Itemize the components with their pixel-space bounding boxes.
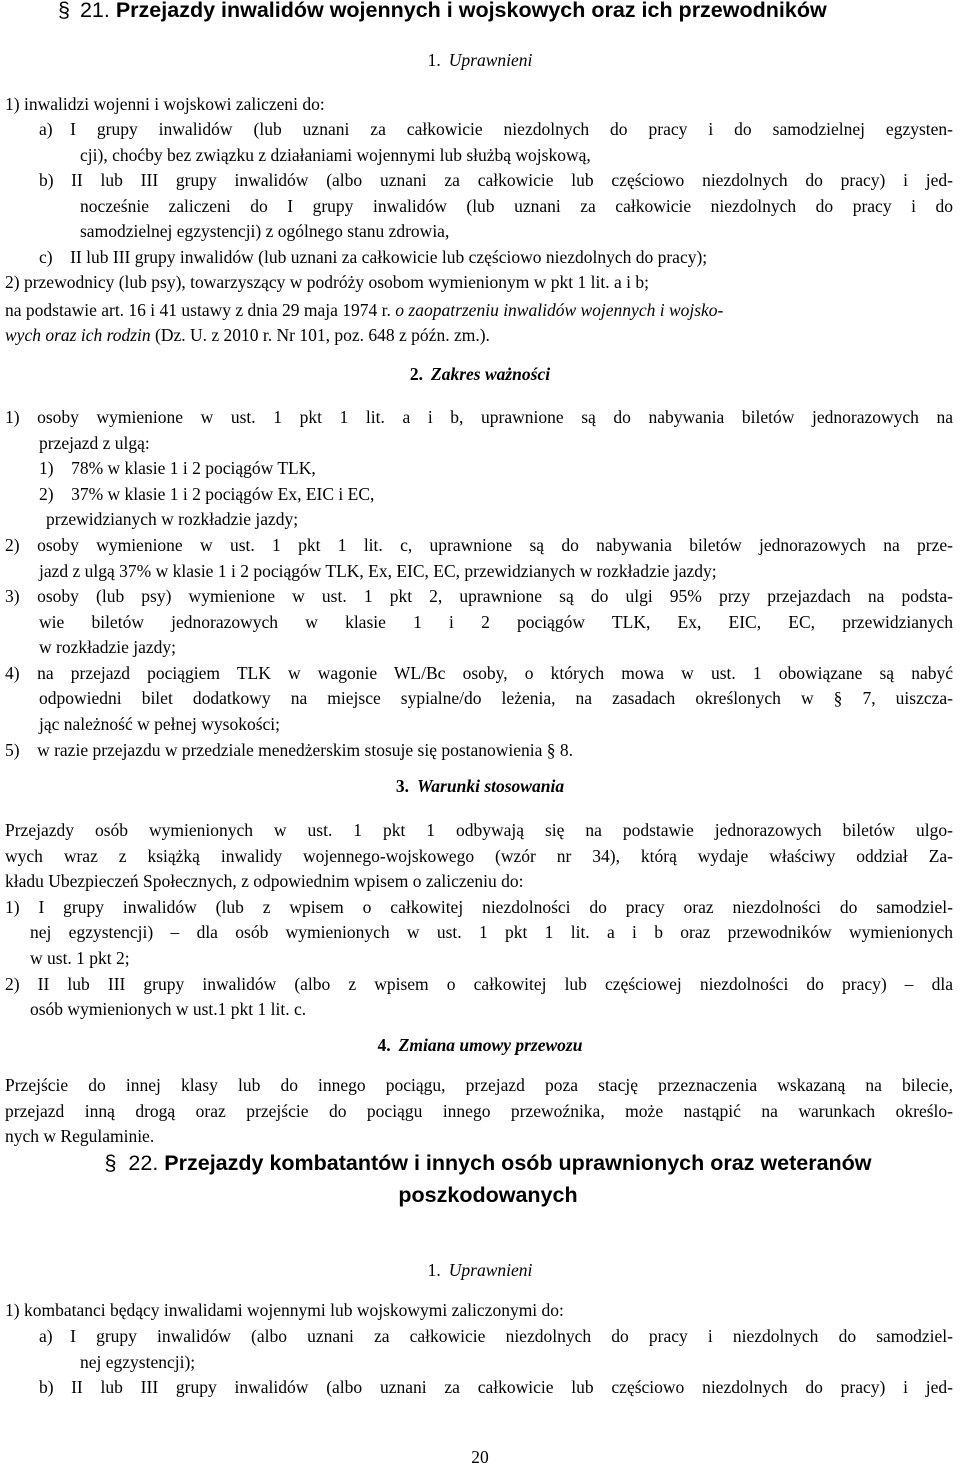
section-title: Przejazdy inwalidów wojennych i wojskowych oraz ich przewodników: [115, 0, 827, 22]
text-line: 2) przewodnicy (lub psy), towarzyszący w podróży osobom wymienionym w pkt 1 lit. a i b;: [5, 272, 649, 292]
subsection-title: Uprawnieni: [448, 1260, 533, 1280]
section-21-heading: [58, 0, 827, 23]
text-line: 1) kombatanci będący inwalidami wojennymi lub wojskowymi zaliczonymi do:: [5, 1300, 564, 1320]
text-line: 1) osoby wymienione w ust. 1 pkt 1 lit. a i b, uprawnione są do nabywania biletów jednorazowych na: [5, 407, 953, 427]
act-title: wych oraz ich rodzin: [5, 325, 151, 345]
text-line: cji), choćby bez związku z działaniami wojennymi lub służbą wojskową,: [80, 145, 591, 165]
paragraph-sign: §: [104, 1151, 117, 1175]
text-line: w rozkładzie jazdy;: [39, 637, 177, 657]
subsection-number: 3.: [395, 776, 410, 796]
text-line: 1) I grupy inwalidów (lub z wpisem o całkowitej niezdolności do pracy oraz niezdolności do samodziel-: [5, 897, 953, 917]
subsection-3-heading: [0, 776, 960, 797]
act-title: o zaopatrzeniu inwalidów wojennych i wojsko-: [395, 300, 724, 320]
subsection-title: Zakres ważności: [431, 364, 551, 384]
text-line: Przejazdy osób wymienionych w ust. 1 pkt 1 odbywają się na podstawie jednorazowych biletów ulgo-: [5, 820, 953, 840]
subsection-1-heading: [0, 50, 960, 71]
subsection-number: 4.: [377, 1035, 391, 1055]
section-number: 21.: [79, 0, 110, 22]
text-line: kładu Ubezpieczeń Społecznych, z odpowiednim wpisem o zaliczeniu do:: [5, 871, 524, 891]
legal-basis-text: na podstawie art. 16 i 41 ustawy z dnia 29 maja 1974 r.: [5, 300, 391, 320]
section-22-subsection-1-heading: [0, 1260, 960, 1281]
text-line: b) II lub III grupy inwalidów (albo uznani za całkowicie lub częściowo niezdolnych do pracy) i jed-: [39, 170, 953, 190]
text-line: wych wraz z książką inwalidy wojennego-wojskowego (wzór nr 34), którą wydaje właściwy oddział Za-: [5, 846, 953, 866]
text-line: nocześnie zaliczeni do I grupy inwalidów (lub uznani za całkowicie niezdolnych do pracy i do: [80, 196, 953, 216]
legal-basis-line: [5, 323, 490, 347]
legal-basis-line: [5, 298, 723, 322]
text-line: odpowiedni bilet dodatkowy na miejsce sypialne/do leżenia, na zasadach określonych w § 7, uiszcza-: [39, 688, 953, 708]
section-22-heading: [58, 1147, 918, 1211]
subsection-title: Zmiana umowy przewozu: [398, 1035, 583, 1055]
text-line: w ust. 1 pkt 2;: [30, 948, 130, 968]
subsection-number: 2.: [409, 364, 423, 384]
text-line: a) I grupy inwalidów (albo uznani za całkowicie niezdolnych do pracy i niezdolnych do samodziel-: [39, 1326, 953, 1346]
subsection-number: 1.: [427, 1260, 441, 1280]
text-line: 4) na przejazd pociągiem TLK w wagonie WL/Bc osoby, o których mowa w ust. 1 obowiązane są nabyć: [5, 663, 953, 683]
text-line: nej egzystencji);: [80, 1352, 196, 1372]
subsection-2-heading: [0, 364, 960, 385]
section-title-continued: poszkodowanych: [398, 1183, 578, 1207]
text-line: jąc należność w pełnej wysokości;: [39, 714, 281, 734]
text-line: b) II lub III grupy inwalidów (albo uznani za całkowicie lub częściowo niezdolnych do pracy) i jed-: [39, 1377, 953, 1397]
paragraph-sign: §: [58, 0, 70, 22]
text-line: osób wymienionych w ust.1 pkt 1 lit. c.: [30, 999, 307, 1019]
section-22-title-line-2: [58, 1179, 918, 1211]
text-line: Przejście do innej klasy lub do innego pociągu, przejazd poza stację przeznaczenia wskazaną na bilecie,: [5, 1075, 953, 1095]
text-line: 1) 78% w klasie 1 i 2 pociągów TLK,: [39, 458, 316, 478]
text-line: nej egzystencji) – dla osób wymienionych w ust. 1 pkt 1 lit. a i b oraz przewodników wymienionych: [30, 922, 953, 942]
text-line: a) I grupy inwalidów (lub uznani za całkowicie niezdolnych do pracy i do samodzielnej egzysten-: [39, 119, 953, 139]
subsection-number: 1.: [427, 50, 441, 70]
text-line: 1) inwalidzi wojenni i wojskowi zaliczeni do:: [5, 94, 325, 114]
text-line: c) II lub III grupy inwalidów (lub uznani za całkowicie lub częściowo niezdolnych do pracy);: [39, 247, 708, 267]
text-line: samodzielnej egzystencji) z ogólnego stanu zdrowia,: [80, 221, 450, 241]
text-line: przejazd z ulgą:: [39, 433, 150, 453]
page-number: 20: [471, 1447, 489, 1467]
text-line: 2) osoby wymienione w ust. 1 pkt 1 lit. c, uprawnione są do nabywania biletów jednorazowych na prze-: [5, 535, 953, 555]
section-title: Przejazdy kombatantów i innych osób uprawnionych oraz weteranów: [164, 1151, 872, 1175]
text-line: przewidzianych w rozkładzie jazdy;: [46, 509, 299, 529]
subsection-4-heading: [0, 1035, 960, 1056]
legal-basis-text: (Dz. U. z 2010 r. Nr 101, poz. 648 z późn. zm.).: [155, 325, 490, 345]
subsection-title: Warunki stosowania: [417, 776, 565, 796]
section-22-title-line-1: [58, 1147, 918, 1179]
text-line: 2) II lub III grupy inwalidów (albo z wpisem o całkowitej lub częściowej niezdolności do pracy) – dla: [5, 974, 953, 994]
text-line: nych w Regulaminie.: [5, 1126, 155, 1146]
text-line: przejazd inną drogą oraz przejście do pociągu innego przewoźnika, może nastąpić na warunkach określo-: [5, 1101, 953, 1121]
text-line: jazd z ulgą 37% w klasie 1 i 2 pociągów TLK, Ex, EIC, EC, przewidzianych w rozkładzie jazdy;: [39, 561, 717, 581]
text-line: wie biletów jednorazowych w klasie 1 i 2 pociągów TLK, Ex, EIC, EC, przewidzianych: [39, 612, 953, 632]
section-number: 22.: [128, 1151, 159, 1175]
text-line: 5) w razie przejazdu w przedziale menedżerskim stosuje się postanowienia § 8.: [5, 740, 574, 760]
text-line: 2) 37% w klasie 1 i 2 pociągów Ex, EIC i EC,: [39, 484, 375, 504]
text-line: 3) osoby (lub psy) wymienione w ust. 1 pkt 2, uprawnione są do ulgi 95% przy przejazdach na podsta-: [5, 586, 953, 606]
subsection-title: Uprawnieni: [448, 50, 533, 70]
